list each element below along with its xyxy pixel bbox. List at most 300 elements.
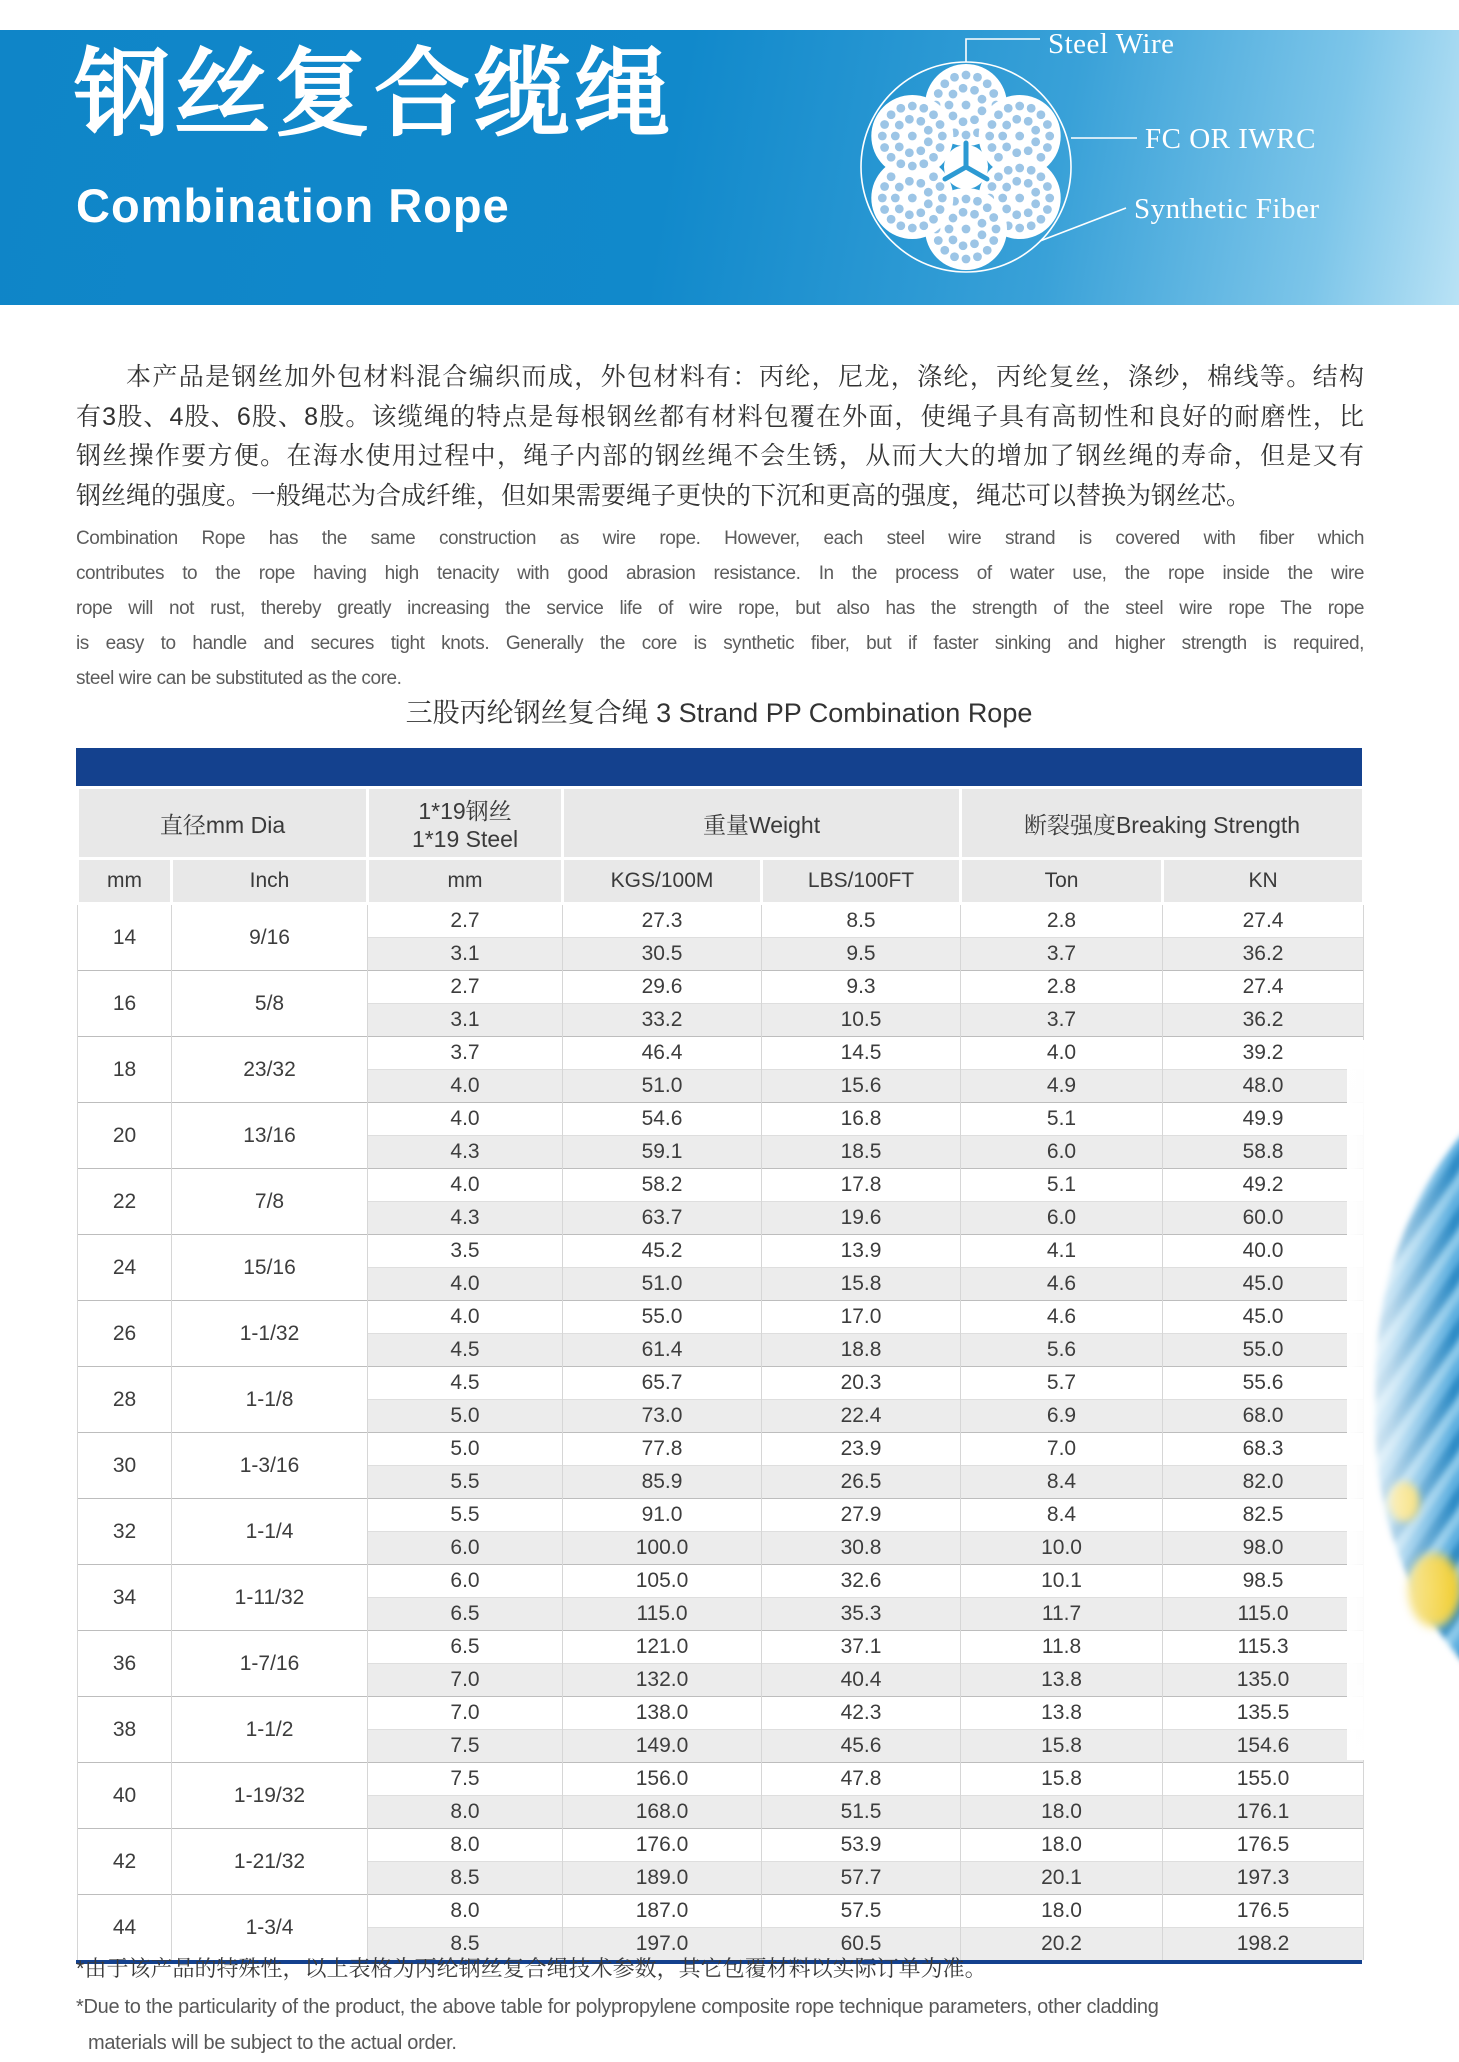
steel-wire-dot [949, 214, 958, 223]
spec-table-section [76, 748, 1362, 1964]
steel-wire-dot [1027, 166, 1036, 175]
steel-wire-dot [1031, 137, 1040, 146]
header-steel-line1: 1*19钢丝 [418, 798, 512, 824]
steel-wire-dot [896, 104, 905, 113]
steel-wire-dot [1004, 104, 1013, 113]
steel-wire-dot [940, 246, 949, 255]
cell-ton: 15.8 [961, 1730, 1163, 1763]
header-dia: 直径mm Dia [78, 788, 368, 859]
cell-lbs-100ft: 15.8 [762, 1268, 961, 1301]
steel-wire-dot [962, 255, 971, 264]
cell-dia-mm: 24 [78, 1235, 172, 1301]
cell-kn: 82.0 [1163, 1466, 1364, 1499]
steel-wire-dot [916, 179, 925, 188]
header-unit-mm: mm [78, 859, 172, 904]
cell-steel-mm: 7.5 [368, 1763, 563, 1796]
steel-wire-dot [983, 203, 992, 212]
cell-ton: 11.8 [961, 1631, 1163, 1664]
cell-kgs-100m: 58.2 [563, 1169, 762, 1202]
rope-cross-section-diagram [0, 30, 1459, 305]
cell-dia-mm: 32 [78, 1499, 172, 1565]
steel-wire-dot [959, 241, 968, 250]
steel-wire-dot [1045, 194, 1054, 203]
cell-kgs-100m: 132.0 [563, 1664, 762, 1697]
steel-wire-dot [988, 182, 997, 191]
cell-dia-mm: 44 [78, 1895, 172, 1961]
steel-wire-dot [896, 221, 905, 230]
steel-wire-dot [978, 95, 987, 104]
cell-kn: 48.0 [1163, 1070, 1364, 1103]
cell-lbs-100ft: 27.9 [762, 1499, 961, 1532]
table-top-bar [76, 748, 1362, 786]
steel-wire-dot [1002, 205, 1011, 214]
cell-kn: 45.0 [1163, 1268, 1364, 1301]
steel-wire-dot [1037, 172, 1046, 181]
cell-kn: 45.0 [1163, 1301, 1364, 1334]
cell-kgs-100m: 51.0 [563, 1268, 762, 1301]
cell-ton: 6.0 [961, 1136, 1163, 1169]
steel-wire-dot [1024, 179, 1033, 188]
cell-dia-inch: 23/32 [172, 1037, 368, 1103]
steel-wire-dot [1012, 148, 1021, 157]
header-unit-steel-mm: mm [368, 859, 563, 904]
spec-table-body [78, 904, 1364, 1961]
cell-steel-mm: 6.0 [368, 1532, 563, 1565]
cell-ton: 3.7 [961, 1004, 1163, 1037]
cell-kn: 155.0 [1163, 1763, 1364, 1796]
cell-kn: 27.4 [1163, 904, 1364, 938]
steel-wire-dot [878, 194, 887, 203]
cell-ton: 2.8 [961, 971, 1163, 1004]
intro-zh-line: 钢丝绳的强度。一般绳芯为合成纤维，但如果需要绳子更快的下沉和更高的强度，绳芯可以替换为钢丝芯。 [76, 481, 1252, 510]
cell-kn: 154.6 [1163, 1730, 1364, 1763]
cell-kgs-100m: 91.0 [563, 1499, 762, 1532]
steel-wire-dot [895, 183, 904, 192]
intro-en-line: steel wire can be substituted as the core. [76, 668, 402, 689]
table-header-row-groups [78, 788, 1364, 859]
steel-wire-dot [962, 131, 971, 140]
cell-lbs-100ft: 17.8 [762, 1169, 961, 1202]
cell-ton: 13.8 [961, 1697, 1163, 1730]
cell-steel-mm: 8.0 [368, 1895, 563, 1928]
cell-lbs-100ft: 30.8 [762, 1532, 961, 1565]
steel-wire-dot [934, 89, 943, 98]
steel-wire-dot [970, 239, 979, 248]
cell-kgs-100m: 105.0 [563, 1565, 762, 1598]
cell-ton: 20.1 [961, 1862, 1163, 1895]
steel-wire-dot [998, 194, 1007, 203]
table-row [78, 1829, 1364, 1862]
cell-kn: 176.5 [1163, 1895, 1364, 1928]
cell-dia-inch: 1-3/16 [172, 1433, 368, 1499]
cell-kn: 68.0 [1163, 1400, 1364, 1433]
cell-ton: 5.6 [961, 1334, 1163, 1367]
cell-kgs-100m: 85.9 [563, 1466, 762, 1499]
steel-wire-dot [940, 79, 949, 88]
cell-ton: 13.8 [961, 1664, 1163, 1697]
cell-kgs-100m: 61.4 [563, 1334, 762, 1367]
cell-kgs-100m: 63.7 [563, 1202, 762, 1235]
cell-ton: 4.0 [961, 1037, 1163, 1070]
cell-kgs-100m: 73.0 [563, 1400, 762, 1433]
steel-wire-dot [1031, 126, 1040, 135]
steel-wire-dot [992, 225, 1001, 234]
cell-steel-mm: 4.0 [368, 1169, 563, 1202]
steel-wire-dot [1015, 102, 1024, 111]
table-row [78, 1169, 1364, 1202]
table-row [78, 1697, 1364, 1730]
steel-wire-dot [891, 194, 900, 203]
cell-lbs-100ft: 10.5 [762, 1004, 961, 1037]
steel-wire-dot [962, 195, 971, 204]
steel-wire-dot [1024, 208, 1033, 217]
steel-wire-dot [983, 79, 992, 88]
steel-wire-dot [1027, 221, 1036, 230]
steel-wire-dot [1043, 182, 1052, 191]
cell-lbs-100ft: 26.5 [762, 1466, 961, 1499]
cell-dia-inch: 1-3/4 [172, 1895, 368, 1961]
cell-ton: 10.1 [961, 1565, 1163, 1598]
steel-wire-dot [916, 208, 925, 217]
cell-kgs-100m: 197.0 [563, 1928, 762, 1961]
steel-wire-dot [959, 208, 968, 217]
cell-lbs-100ft: 47.8 [762, 1763, 961, 1796]
steel-wire-dot [1031, 188, 1040, 197]
diagram-label-steel-wire: Steel Wire [1048, 30, 1175, 60]
cell-kgs-100m: 168.0 [563, 1796, 762, 1829]
cell-lbs-100ft: 35.3 [762, 1598, 961, 1631]
cell-dia-mm: 14 [78, 904, 172, 971]
cell-dia-inch: 1-1/4 [172, 1499, 368, 1565]
intro-paragraph-zh [76, 358, 1364, 516]
steel-wire-dot [962, 71, 971, 80]
cell-kn: 58.8 [1163, 1136, 1364, 1169]
cell-lbs-100ft: 20.3 [762, 1367, 961, 1400]
steel-wire-dot [924, 188, 933, 197]
cell-lbs-100ft: 13.9 [762, 1235, 961, 1268]
steel-wire-dot [936, 120, 945, 129]
cell-ton: 8.4 [961, 1499, 1163, 1532]
steel-wire-dot [905, 115, 914, 124]
steel-wire-dot [989, 89, 998, 98]
steel-wire-dot [945, 225, 954, 234]
cell-ton: 4.9 [961, 1070, 1163, 1103]
steel-wire-dot [988, 143, 997, 152]
cell-ton: 10.0 [961, 1532, 1163, 1565]
table-row [78, 971, 1364, 1004]
cell-dia-mm: 40 [78, 1763, 172, 1829]
steel-wire-dot [1012, 177, 1021, 186]
cell-ton: 6.9 [961, 1400, 1163, 1433]
steel-wire-dot [1002, 143, 1011, 152]
cell-steel-mm: 4.3 [368, 1202, 563, 1235]
steel-wire-dot [887, 215, 896, 224]
steel-wire-dot [1037, 110, 1046, 119]
table-row [78, 1499, 1364, 1532]
cell-ton: 18.0 [961, 1796, 1163, 1829]
table-row [78, 1895, 1364, 1928]
steel-wire-leader-line [966, 39, 1040, 62]
cell-kn: 60.0 [1163, 1202, 1364, 1235]
cell-steel-mm: 6.5 [368, 1598, 563, 1631]
cell-kn: 55.0 [1163, 1334, 1364, 1367]
steel-wire-dot [924, 137, 933, 146]
cell-kn: 68.3 [1163, 1433, 1364, 1466]
steel-wire-dot [950, 252, 959, 261]
cell-dia-mm: 36 [78, 1631, 172, 1697]
steel-wire-dot [905, 177, 914, 186]
cell-dia-mm: 18 [78, 1037, 172, 1103]
steel-wire-dot [978, 230, 987, 239]
diagram-label-fc-or-iwrc: FC OR IWRC [1145, 123, 1316, 155]
rope-photo-fade-overlay [1347, 1040, 1459, 1760]
intro-en-line: rope will not rust, thereby greatly increasing the service life of wire rope, but also has the strength of the steel wire rope The rope [76, 598, 1364, 619]
cell-lbs-100ft: 18.8 [762, 1334, 961, 1367]
steel-wire-dot [936, 143, 945, 152]
steel-wire-dot [978, 106, 987, 115]
cell-kgs-100m: 65.7 [563, 1367, 762, 1400]
cell-kn: 36.2 [1163, 1004, 1364, 1037]
steel-wire-dot [919, 221, 928, 230]
steel-wire-dot [895, 205, 904, 214]
steel-wire-dot [919, 159, 928, 168]
cell-dia-inch: 15/16 [172, 1235, 368, 1301]
cell-kgs-100m: 189.0 [563, 1862, 762, 1895]
cell-dia-mm: 38 [78, 1697, 172, 1763]
cell-ton: 5.7 [961, 1367, 1163, 1400]
footnote-en-line1: *Due to the particularity of the product, the above table for polypropylene composite rope technique parameters, other cladding [76, 1996, 1159, 2018]
steel-wire-dot [994, 172, 1003, 181]
steel-wire-dot [985, 132, 994, 141]
cell-kn: 98.0 [1163, 1532, 1364, 1565]
steel-wire-dot [929, 172, 938, 181]
cell-lbs-100ft: 32.6 [762, 1565, 961, 1598]
cell-ton: 11.7 [961, 1598, 1163, 1631]
cell-lbs-100ft: 57.5 [762, 1895, 961, 1928]
cell-dia-inch: 13/16 [172, 1103, 368, 1169]
cell-kn: 98.5 [1163, 1565, 1364, 1598]
steel-wire-dot [1012, 210, 1021, 219]
cell-steel-mm: 2.7 [368, 904, 563, 938]
steel-wire-dot [989, 213, 998, 222]
cell-lbs-100ft: 37.1 [762, 1631, 961, 1664]
cell-lbs-100ft: 45.6 [762, 1730, 961, 1763]
steel-wire-dot [887, 110, 896, 119]
cell-lbs-100ft: 53.9 [762, 1829, 961, 1862]
cell-dia-mm: 22 [78, 1169, 172, 1235]
cell-ton: 4.6 [961, 1268, 1163, 1301]
steel-wire-dot [887, 153, 896, 162]
cell-lbs-100ft: 51.5 [762, 1796, 961, 1829]
diagram-label-synthetic-fiber: Synthetic Fiber [1134, 193, 1320, 225]
steel-wire-dot [1015, 194, 1024, 203]
table-row [78, 1037, 1364, 1070]
footnote-en-line2: materials will be subject to the actual order. [88, 2032, 457, 2054]
cell-dia-mm: 16 [78, 971, 172, 1037]
steel-wire-dot [929, 110, 938, 119]
cell-lbs-100ft: 22.4 [762, 1400, 961, 1433]
cell-dia-inch: 1-11/32 [172, 1565, 368, 1631]
cell-ton: 4.1 [961, 1235, 1163, 1268]
steel-wire-dot [1015, 132, 1024, 141]
header-unit-inch: Inch [172, 859, 368, 904]
steel-wire-dot [1024, 117, 1033, 126]
steel-wire-dot [994, 153, 1003, 162]
cell-steel-mm: 8.0 [368, 1796, 563, 1829]
steel-wire-dot [970, 115, 979, 124]
steel-wire-dot [916, 117, 925, 126]
cell-kn: 39.2 [1163, 1037, 1364, 1070]
cell-steel-mm: 3.1 [368, 1004, 563, 1037]
cell-ton: 18.0 [961, 1895, 1163, 1928]
steel-wire-dot [978, 219, 987, 228]
table-row [78, 1235, 1364, 1268]
steel-wire-dot [970, 86, 979, 95]
steel-wire-dot [896, 159, 905, 168]
steel-wire-dot [938, 132, 947, 141]
steel-wire-dot [880, 205, 889, 214]
steel-wire-dot [1004, 166, 1013, 175]
page-title-zh: 钢丝复合缆绳 [74, 41, 674, 148]
table-title: 三股丙纶钢丝复合绳 3 Strand PP Combination Rope [405, 698, 1033, 728]
cell-dia-inch: 1-19/32 [172, 1763, 368, 1829]
cell-dia-inch: 1-1/32 [172, 1301, 368, 1367]
intro-paragraph-en [76, 521, 1364, 696]
steel-wire-dot [945, 101, 954, 110]
steel-wire-dot [908, 132, 917, 141]
cell-ton: 2.8 [961, 904, 1163, 938]
steel-wire-dot [1027, 104, 1036, 113]
table-row [78, 1433, 1364, 1466]
header-weight: 重量Weight [563, 788, 961, 859]
steel-wire-dot [1024, 146, 1033, 155]
cell-kn: 82.5 [1163, 1499, 1364, 1532]
cell-steel-mm: 8.0 [368, 1829, 563, 1862]
cell-kgs-100m: 54.6 [563, 1103, 762, 1136]
steel-wire-dot [970, 210, 979, 219]
cell-kn: 49.2 [1163, 1169, 1364, 1202]
table-row [78, 1631, 1364, 1664]
cell-lbs-100ft: 18.5 [762, 1136, 961, 1169]
steel-wire-dot [929, 215, 938, 224]
steel-wire-dot [880, 182, 889, 191]
cell-steel-mm: 7.0 [368, 1697, 563, 1730]
cell-kgs-100m: 115.0 [563, 1598, 762, 1631]
cell-steel-mm: 3.5 [368, 1235, 563, 1268]
cell-lbs-100ft: 60.5 [762, 1928, 961, 1961]
cell-lbs-100ft: 42.3 [762, 1697, 961, 1730]
cell-steel-mm: 4.0 [368, 1301, 563, 1334]
cell-ton: 7.0 [961, 1433, 1163, 1466]
cell-dia-inch: 1-1/2 [172, 1697, 368, 1763]
cell-kgs-100m: 59.1 [563, 1136, 762, 1169]
cell-steel-mm: 8.5 [368, 1862, 563, 1895]
steel-wire-dot [1037, 153, 1046, 162]
cell-dia-mm: 26 [78, 1301, 172, 1367]
steel-wire-dot [908, 102, 917, 111]
steel-wire-dot [880, 120, 889, 129]
table-row [78, 1763, 1364, 1796]
steel-wire-dot [880, 143, 889, 152]
intro-zh-line: 钢丝操作要方便。在海水使用过程中，绳子内部的钢丝绳不会生锈，从而大大的增加了钢丝绳的寿命，但是又有 [76, 442, 1364, 470]
steel-wire-dot [919, 104, 928, 113]
cell-steel-mm: 2.7 [368, 971, 563, 1004]
steel-wire-dot [924, 126, 933, 135]
cell-kgs-100m: 27.3 [563, 904, 762, 938]
cell-kn: 197.3 [1163, 1862, 1364, 1895]
steel-wire-dot [988, 120, 997, 129]
cell-ton: 15.8 [961, 1763, 1163, 1796]
cell-kn: 27.4 [1163, 971, 1364, 1004]
cell-lbs-100ft: 16.8 [762, 1103, 961, 1136]
steel-wire-dot [1043, 205, 1052, 214]
header-unit-kgs: KGS/100M [563, 859, 762, 904]
cell-kgs-100m: 45.2 [563, 1235, 762, 1268]
cell-kn: 115.0 [1163, 1598, 1364, 1631]
cell-kn: 55.6 [1163, 1367, 1364, 1400]
steel-wire-dot [949, 112, 958, 121]
steel-wire-dot [1015, 224, 1024, 233]
intro-en-line: is easy to handle and secures tight knots. Generally the core is synthetic fiber, but if faster sinking and higher strength is required, [76, 633, 1364, 654]
steel-wire-dot [1015, 164, 1024, 173]
table-row [78, 1103, 1364, 1136]
cell-ton: 20.2 [961, 1928, 1163, 1961]
cell-steel-mm: 4.0 [368, 1268, 563, 1301]
cell-kn: 36.2 [1163, 938, 1364, 971]
cell-kn: 176.1 [1163, 1796, 1364, 1829]
cell-lbs-100ft: 57.7 [762, 1862, 961, 1895]
cell-kgs-100m: 176.0 [563, 1829, 762, 1862]
steel-wire-dot [908, 224, 917, 233]
cell-lbs-100ft: 40.4 [762, 1664, 961, 1697]
steel-wire-dot [1012, 115, 1021, 124]
cell-lbs-100ft: 9.5 [762, 938, 961, 971]
steel-wire-dot [929, 153, 938, 162]
steel-wire-dot [983, 246, 992, 255]
steel-wire-dot [949, 236, 958, 245]
cell-ton: 6.0 [961, 1202, 1163, 1235]
steel-wire-dot [878, 132, 887, 141]
intro-zh-line: 有3股、4股、6股、8股。该缆绳的特点是每根钢丝都有材料包覆在外面，使绳子具有高韧性和良好的耐磨性，比 [76, 402, 1364, 431]
steel-wire-dot [908, 194, 917, 203]
cell-steel-mm: 6.5 [368, 1631, 563, 1664]
cell-dia-mm: 28 [78, 1367, 172, 1433]
steel-wire-dot [887, 172, 896, 181]
cell-steel-mm: 5.5 [368, 1466, 563, 1499]
steel-wire-dot [936, 182, 945, 191]
table-row [78, 904, 1364, 938]
cell-kgs-100m: 51.0 [563, 1070, 762, 1103]
cell-steel-mm: 7.5 [368, 1730, 563, 1763]
steel-wire-dot [1045, 132, 1054, 141]
cell-ton: 8.4 [961, 1466, 1163, 1499]
cell-steel-mm: 4.5 [368, 1334, 563, 1367]
cell-kgs-100m: 100.0 [563, 1532, 762, 1565]
header-breaking-strength: 断裂强度Breaking Strength [961, 788, 1364, 859]
cell-lbs-100ft: 9.3 [762, 971, 961, 1004]
footnote-zh: *由于该产品的特殊性，以上表格为丙纶钢丝复合绳技术参数，其它包覆材料以实际订单为准。 [76, 1956, 987, 1981]
steel-wire-dot [934, 236, 943, 245]
cell-kgs-100m: 33.2 [563, 1004, 762, 1037]
steel-wire-dot [1002, 121, 1011, 130]
cell-dia-inch: 1-21/32 [172, 1829, 368, 1895]
steel-wire-dot [949, 90, 958, 99]
cell-dia-inch: 1-7/16 [172, 1631, 368, 1697]
cell-dia-mm: 30 [78, 1433, 172, 1499]
steel-wire-dot [973, 252, 982, 261]
cell-steel-mm: 5.0 [368, 1433, 563, 1466]
cell-dia-mm: 34 [78, 1565, 172, 1631]
